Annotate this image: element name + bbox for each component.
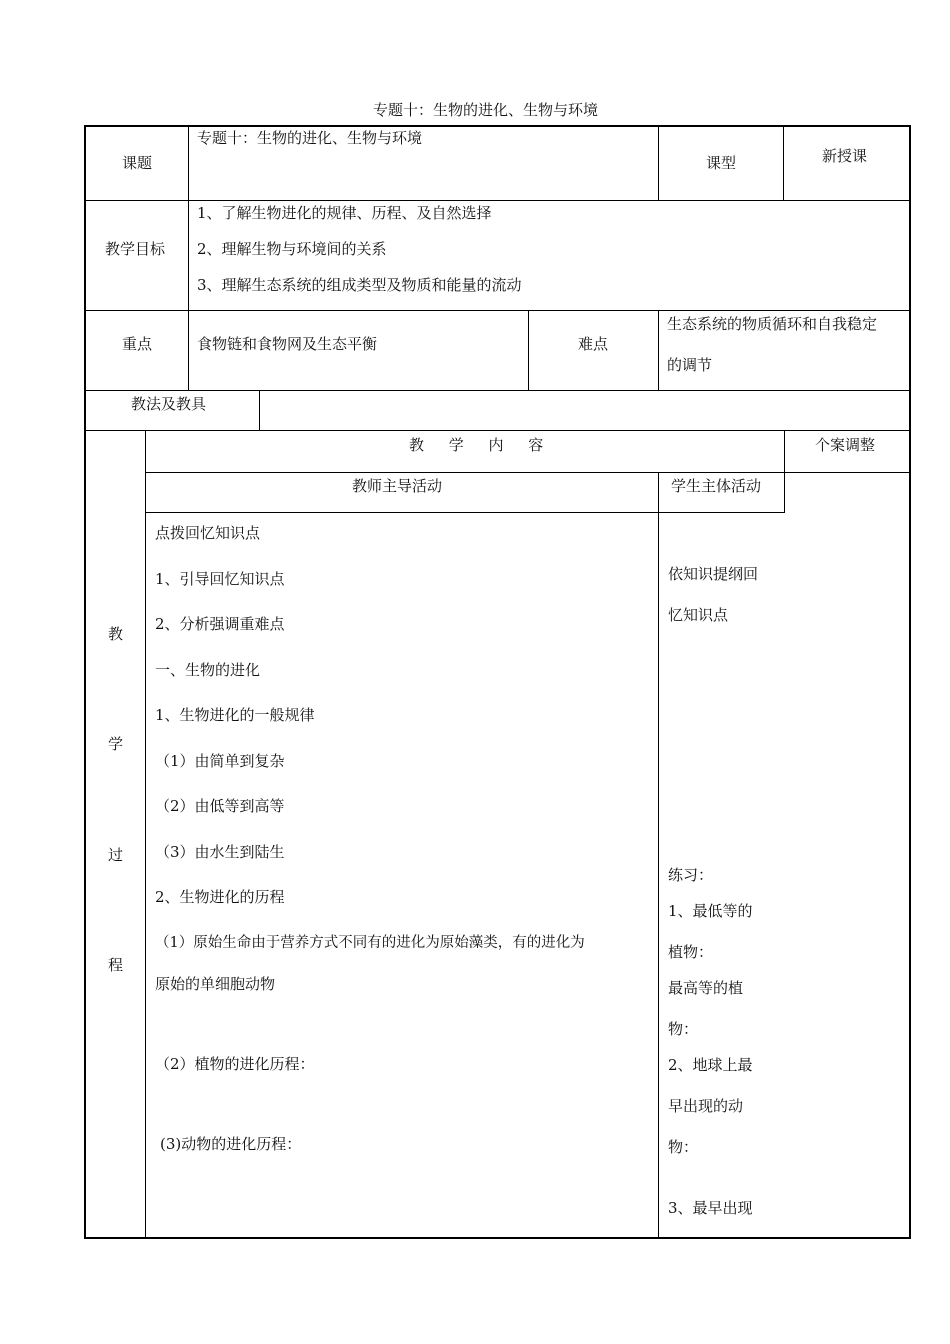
focus-label: 重点: [122, 335, 153, 353]
doc-title: 专题十：生物的进化、生物与环境: [373, 101, 599, 119]
student-line: 2、地球上最: [668, 1056, 753, 1074]
objective-item: 1、了解生物进化的规律、历程、及自然选择: [197, 204, 492, 222]
teacher-line: （2）由低等到高等: [155, 797, 285, 815]
row-divider: [145, 512, 785, 513]
student-line: 最高等的植: [668, 979, 744, 997]
topic-value: 专题十：生物的进化、生物与环境: [197, 129, 423, 147]
student-line: 植物：: [668, 943, 714, 961]
teacher-line: (3)动物的进化历程：: [160, 1135, 302, 1153]
teacher-line: （1）由简单到复杂: [155, 752, 285, 770]
objectives-label: 教学目标: [105, 240, 166, 258]
student-line: 忆知识点: [668, 606, 729, 624]
teacher-line: 原始的单细胞动物: [155, 975, 276, 993]
row-divider: [84, 310, 911, 311]
content-header: 教 学 内 容: [409, 436, 554, 454]
table-border-left: [84, 125, 86, 1239]
teacher-line: （2）植物的进化历程：: [155, 1055, 315, 1073]
teacher-header: 教师主导活动: [352, 477, 443, 495]
teacher-line: （1）原始生命由于营养方式不同有的进化为原始藻类，有的进化为: [155, 935, 585, 951]
col-divider: [658, 125, 659, 200]
table-border-bottom: [84, 1237, 911, 1239]
teacher-line: 点拨回忆知识点: [155, 524, 261, 542]
col-divider: [145, 430, 146, 1238]
row-divider: [84, 390, 911, 391]
process-side-char: 学: [108, 735, 124, 753]
teacher-line: 2、分析强调重难点: [155, 615, 285, 633]
lesson-type-value: 新授课: [822, 147, 868, 165]
row-divider: [84, 430, 911, 431]
student-line: 物：: [668, 1020, 699, 1038]
teacher-line: 1、引导回忆知识点: [155, 570, 285, 588]
topic-label: 课题: [122, 154, 153, 172]
teacher-line: （3）由水生到陆生: [155, 843, 285, 861]
lesson-type-label: 课型: [706, 154, 737, 172]
student-line: 3、最早出现: [668, 1199, 753, 1217]
process-side-char: 过: [108, 846, 124, 864]
objective-item: 3、理解生态系统的组成类型及物质和能量的流动: [197, 276, 522, 294]
student-line: 练习：: [668, 866, 714, 884]
row-divider: [84, 200, 911, 201]
student-line: 1、最低等的: [668, 902, 753, 920]
row-divider: [145, 472, 911, 473]
col-divider: [658, 310, 659, 390]
col-divider: [784, 430, 785, 513]
student-line: 依知识提纲回: [668, 565, 759, 583]
adjust-header: 个案调整: [815, 436, 876, 454]
process-side-char: 教: [108, 625, 124, 643]
teacher-line: 2、生物进化的历程: [155, 888, 285, 906]
process-side-char: 程: [108, 956, 124, 974]
col-divider: [783, 125, 784, 200]
teacher-line: 1、生物进化的一般规律: [155, 706, 315, 724]
col-divider: [188, 125, 189, 390]
methods-label: 教法及教具: [131, 395, 207, 413]
objective-item: 2、理解生物与环境间的关系: [197, 240, 387, 258]
focus-value: 食物链和食物网及生态平衡: [197, 335, 378, 353]
difficulty-line: 的调节: [667, 356, 713, 374]
student-header: 学生主体活动: [671, 477, 762, 495]
teacher-line: 一、生物的进化: [155, 661, 261, 679]
difficulty-label: 难点: [578, 335, 609, 353]
table-border-top: [84, 125, 911, 127]
table-border-right: [909, 125, 911, 1239]
col-divider: [259, 390, 260, 430]
student-line: 物：: [668, 1138, 699, 1156]
difficulty-line: 生态系统的物质循环和自我稳定: [667, 315, 878, 333]
col-divider: [658, 472, 659, 1238]
col-divider: [528, 310, 529, 390]
student-line: 早出现的动: [668, 1097, 744, 1115]
